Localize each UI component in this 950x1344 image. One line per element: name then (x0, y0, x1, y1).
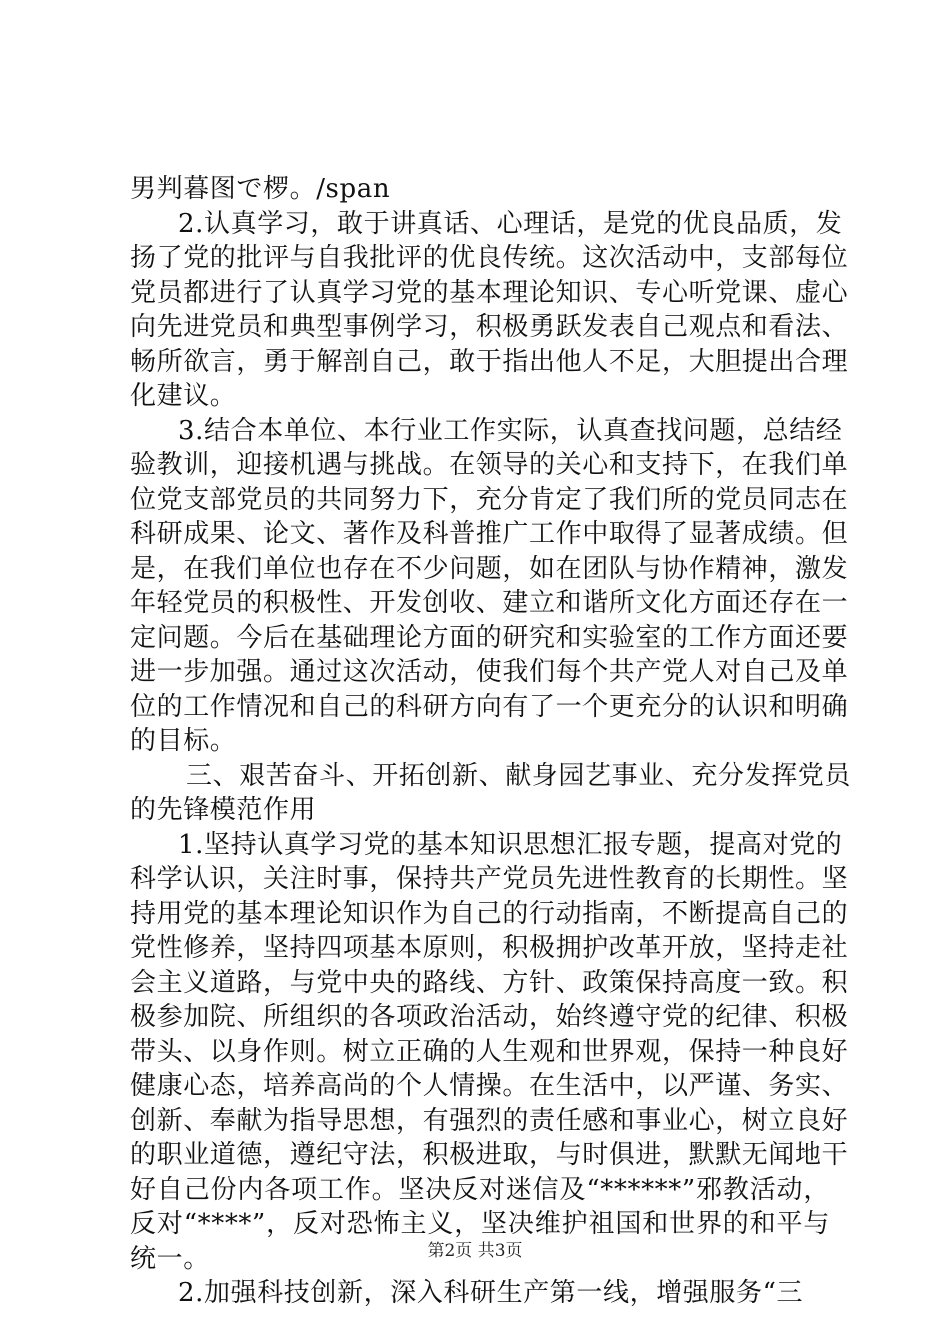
paragraph-line: 党员都进行了认真学习党的基本理论知识、专心听党课、虚心 (130, 278, 849, 308)
paragraph-line: 定问题。今后在基础理论方面的研究和实验室的工作方面还要 (130, 623, 849, 653)
paragraph-line: 化建议。 (130, 381, 237, 411)
paragraph-line: 年轻党员的积极性、开发创收、建立和谐所文化方面还存在一 (130, 588, 849, 618)
paragraph-line: 反对“****”，反对恐怖主义，坚决维护祖国和世界的和平与 (130, 1209, 830, 1239)
section-heading-line: 的先锋模范作用 (130, 795, 317, 825)
paragraph-line: 会主义道路，与党中央的路线、方针、政策保持高度一致。积 (130, 968, 849, 998)
paragraph-line: 持用党的基本理论知识作为自己的行动指南，不断提高自己的 (130, 899, 849, 929)
paragraph-line: 的目标。 (130, 726, 237, 756)
paragraph-line: 好自己份内各项工作。坚决反对迷信及“******”邪教活动， (130, 1175, 830, 1205)
paragraph-line: 畅所欲言，勇于解剖自己，敢于指出他人不足，大胆提出合理 (130, 347, 849, 377)
paragraph-line: 健康心态，培养高尚的个人情操。在生活中，以严谨、务实、 (130, 1071, 849, 1101)
paragraph-line: 位党支部党员的共同努力下，充分肯定了我们所的党员同志在 (130, 485, 849, 515)
paragraph-line: 进一步加强。通过这次活动，使我们每个共产党人对自己及单 (130, 657, 849, 687)
paragraph-line: 3.结合本单位、本行业工作实际，认真查找问题，总结经 (178, 416, 843, 446)
paragraph-line: 统一。 (130, 1244, 210, 1274)
paragraph-line: 科研成果、论文、著作及科普推广工作中取得了显著成绩。但 (130, 519, 849, 549)
paragraph-line: 带头、以身作则。树立正确的人生观和世界观，保持一种良好 (130, 1037, 849, 1067)
paragraph-line: 扬了党的批评与自我批评的优良传统。这次活动中，支部每位 (130, 243, 849, 273)
paragraph-line: 科学认识，关注时事，保持共产党员先进性教育的长期性。坚 (130, 864, 849, 894)
paragraph-line: 党性修养，坚持四项基本原则，积极拥护改革开放，坚持走社 (130, 933, 849, 963)
paragraph-line: 2.认真学习，敢于讲真话、心理话，是党的优良品质，发 (178, 209, 843, 239)
paragraph-line: 验教训，迎接机遇与挑战。在领导的关心和支持下，在我们单 (130, 450, 849, 480)
paragraph-line: 是，在我们单位也存在不少问题，如在团队与协作精神，激发 (130, 554, 849, 584)
page-number-footer: 第2页 共3页 (427, 1241, 523, 1261)
paragraph-line: 的职业道德，遵纪守法，积极进取，与时俱进，默默无闻地干 (130, 1140, 849, 1170)
paragraph-line: 1.坚持认真学习党的基本知识思想汇报专题，提高对党的 (178, 830, 843, 860)
paragraph-line: 创新、奉献为指导思想，有强烈的责任感和事业心，树立良好 (130, 1106, 849, 1136)
paragraph-line: 极参加院、所组织的各项政治活动，始终遵守党的纪律、积极 (130, 1002, 849, 1032)
paragraph-line: 位的工作情况和自己的科研方向有了一个更充分的认识和明确 (130, 692, 849, 722)
text-line: 男判暮图で椤。/span (130, 174, 391, 204)
paragraph-line: 向先进党员和典型事例学习，积极勇跃发表自己观点和看法、 (130, 312, 849, 342)
section-heading-line: 三、艰苦奋斗、开拓创新、献身园艺事业、充分发挥党员 (186, 761, 852, 791)
paragraph-line: 2.加强科技创新，深入科研生产第一线，增强服务“三 (178, 1278, 804, 1308)
